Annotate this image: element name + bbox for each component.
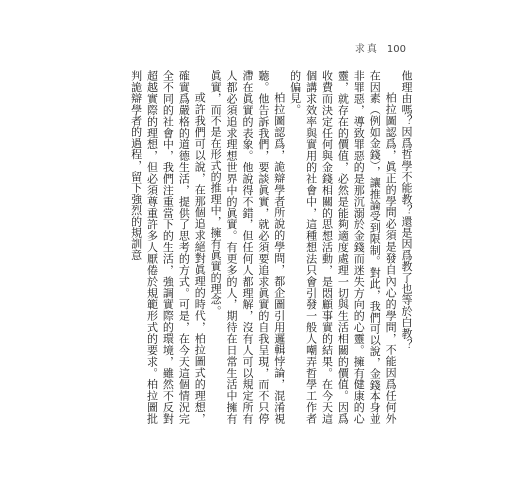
paragraph: 柏拉圖認爲，詭辯學者所說的學問，都企圖引用邏輯悖論，混淆視聽。他告訴我們，要談眞實，就必須要追求眞實的自我呈現，而不只停滯在眞實的表象。他說得不錯，但任何人都理解，沒有人可以規定所有人都必須追求理想世界中的眞實。有更多的人，期待在日常生活中擁有眞實，而不是在形式的推理中，擁有眞實的理念。 <box>209 70 286 424</box>
paragraph: 或許我們可以說，在那個追求絕對眞理的時代，柏拉圖式的理想，確實爲嚴格的道德生活，提供了思考的方式。可是，在今天這個情況完全不同的社會中，我們注重當下的生活，強調實際的環境，雖然不反對超越實際的理想，但必須尊重許多人厭倦於規範形式的要求。柏拉圖批判詭辯學者的過程，留下強烈的規訓意 <box>129 70 207 424</box>
body-text <box>118 70 414 424</box>
running-title: 求真 <box>354 44 379 55</box>
running-header <box>355 40 406 55</box>
paragraph: 他理由嗎？因爲哲學不能教？還是因爲教了也等於白教？ <box>400 70 413 350</box>
page-number: 100 <box>386 44 406 55</box>
paragraph: 柏拉圖認爲，眞正的學問必須是發自內心的學問，不能因爲任何外在因素（例如金錢），讓推論受到限制。對此，我們可以說，金錢本身並非罪惡，導致罪惡的是那沉溺於金錢而迷失方向的心靈。擁有健康的心靈，就存在的價值，必然是能夠適度處理一切與生活相關的價值。因爲收費而決定任何與金錢相關的思想活動，是悶顧事實的結果。在今天這個講求效率與實用的社會中，這種想法只會引發一般人嘲弄哲學工作者的偏見。 <box>288 70 398 424</box>
